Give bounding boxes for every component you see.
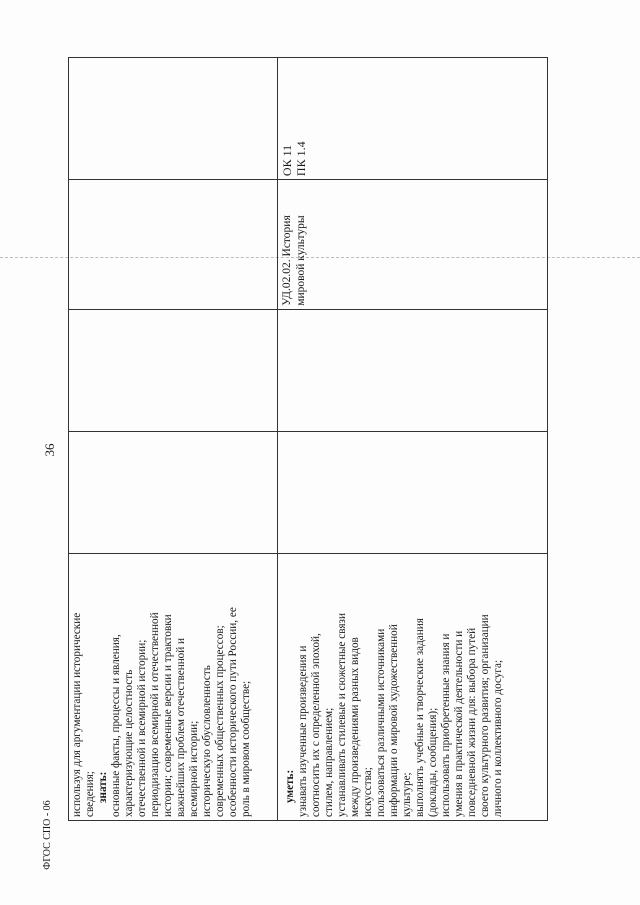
- empty-cell: [278, 431, 548, 553]
- empty-cell: [69, 309, 278, 431]
- page-number: 36: [42, 443, 57, 457]
- can-heading: уметь:: [284, 769, 296, 803]
- know-heading: знать:: [97, 771, 109, 803]
- empty-cell: [69, 58, 278, 180]
- table-row: [278, 58, 548, 821]
- empty-cell: [278, 309, 548, 431]
- footer-standard-code: ФГОС СПО - 06: [42, 800, 53, 870]
- table-row: [69, 58, 278, 821]
- competencies-cell: [278, 58, 548, 180]
- skills-cell: уметь: узнавать изученные произведения и соотносить их с определенной эпохой, стилем, направлением; устанавливать стилевые и сюжетные связи между произведениями разных видов искусства; пользоваться различными источниками информации о мировой художественной культуре; выполнять учебные и творческие задания (доклады, сообщения); использовать приобретенные знания и умения в практической деятельности и повседневной жизни для: выбора путей своего культурного развития; организации личного и коллективного досуга;: [278, 553, 548, 820]
- discipline-name: УД.02.02. История мировой культуры: [281, 215, 307, 306]
- discipline-cell: [278, 180, 548, 310]
- knowledge-cell: используя для аргументации исторические сведения; знать: основные факты, процессы и явления, характеризующие целостность отечественной и всемирной истории; периодизацию всемирной и отечественной истории; современные версии и трактовки важнейших проблем отечественной и всемирной истории; историческую обусловленность современных общественных процессов; особенности исторического пути России, ее роль в мировом сообществе;: [69, 553, 278, 820]
- standards-table: [68, 57, 548, 821]
- competency-code: ПК 1.4: [294, 141, 308, 177]
- empty-cell: [69, 180, 278, 310]
- competency-code: ОК 11: [280, 144, 294, 177]
- empty-cell: [69, 431, 278, 553]
